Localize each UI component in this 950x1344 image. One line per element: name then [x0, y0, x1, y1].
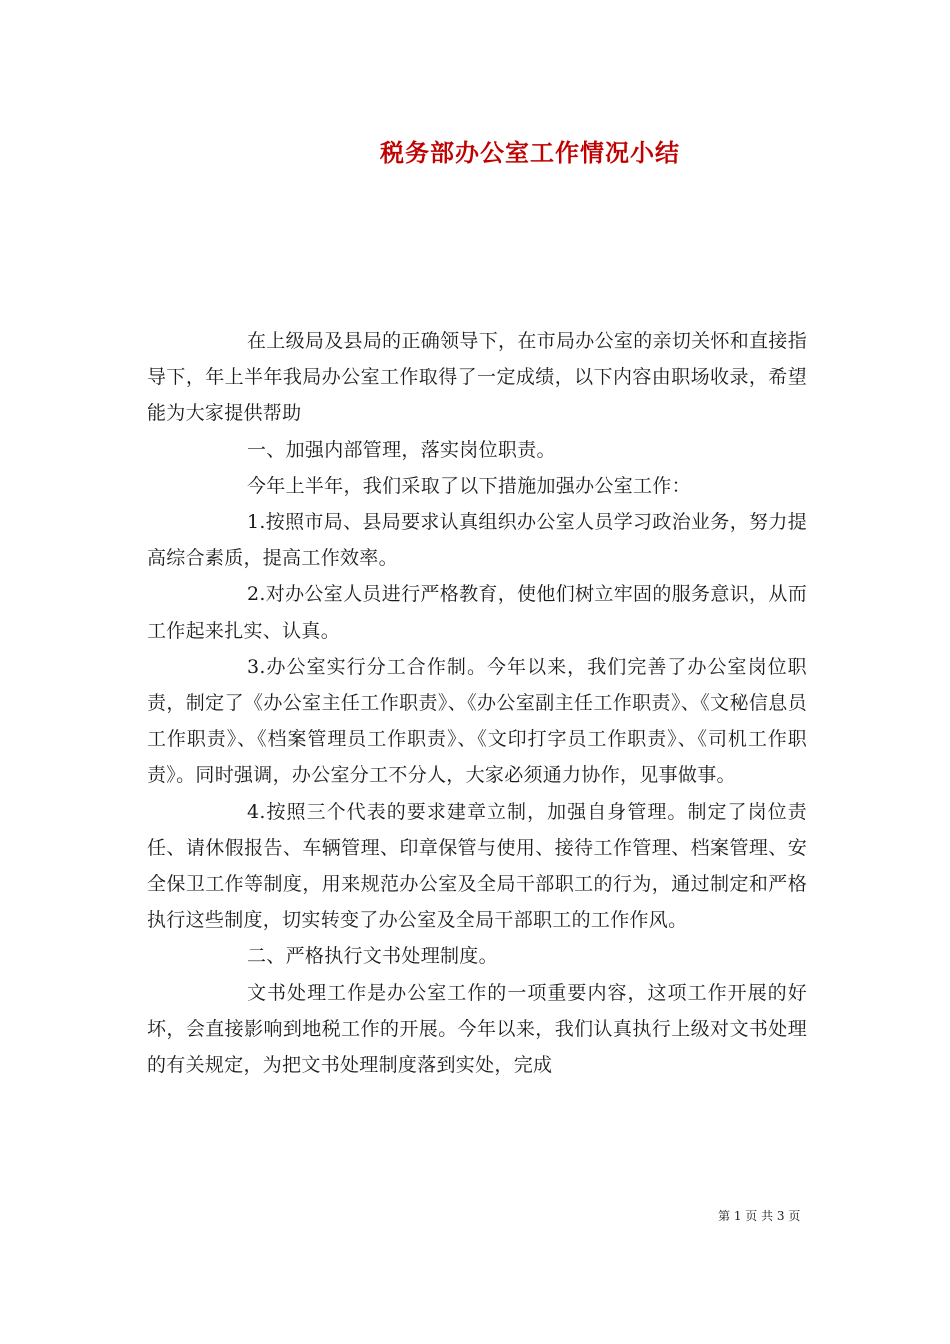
paragraph: 今年上半年，我们采取了以下措施加强办公室工作： [247, 474, 691, 497]
paragraph: 文书处理工作是办公室工作的一项重要内容，这项工作开展的好坏，会直接影响到地税工作的开展。今年以来，我们认真执行上级对文书处理的有关规定，为把文书处理制度落到实处，完成 [147, 981, 807, 1077]
list-item-3: 3.办公室实行分工合作制。今年以来，我们完善了办公室岗位职责，制定了《办公室主任工作职责》、《办公室副主任工作职责》、《文秘信息员工作职责》、《档案管理员工作职责》、《文印打字员工作职责》、《司机工作职责》。同时强调，办公室分工不分人，大家必须通力协作，见事做事。 [147, 655, 807, 787]
document-body [147, 323, 807, 1083]
list-item-4: 4.按照三个代表的要求建章立制，加强自身管理。制定了岗位责任、请休假报告、车辆管理、印章保管与使用、接待工作管理、档案管理、安全保卫工作等制度，用来规范办公室及全局干部职工的行为，通过制定和严格执行这些制度，切实转变了办公室及全局干部职工的工作作风。 [147, 800, 807, 932]
paragraph-intro: 在上级局及县局的正确领导下，在市局办公室的亲切关怀和直接指导下，年上半年我局办公室工作取得了一定成绩，以下内容由职场收录，希望能为大家提供帮助 [147, 330, 807, 425]
page-title: 税务部办公室工作情况小结 [380, 138, 680, 167]
list-item-2: 2.对办公室人员进行严格教育，使他们树立牢固的服务意识，从而工作起来扎实、认真。 [147, 583, 807, 642]
list-item-1: 1.按照市局、县局要求认真组织办公室人员学习政治业务，努力提高综合素质，提高工作效率。 [147, 511, 807, 570]
page-footer [718, 1207, 800, 1224]
section-heading-2: 二、严格执行文书处理制度。 [247, 945, 498, 968]
section-heading-1: 一、加强内部管理，落实岗位职责。 [247, 438, 556, 461]
page-number-label: 第 1 页 共 3 页 [718, 1209, 801, 1223]
